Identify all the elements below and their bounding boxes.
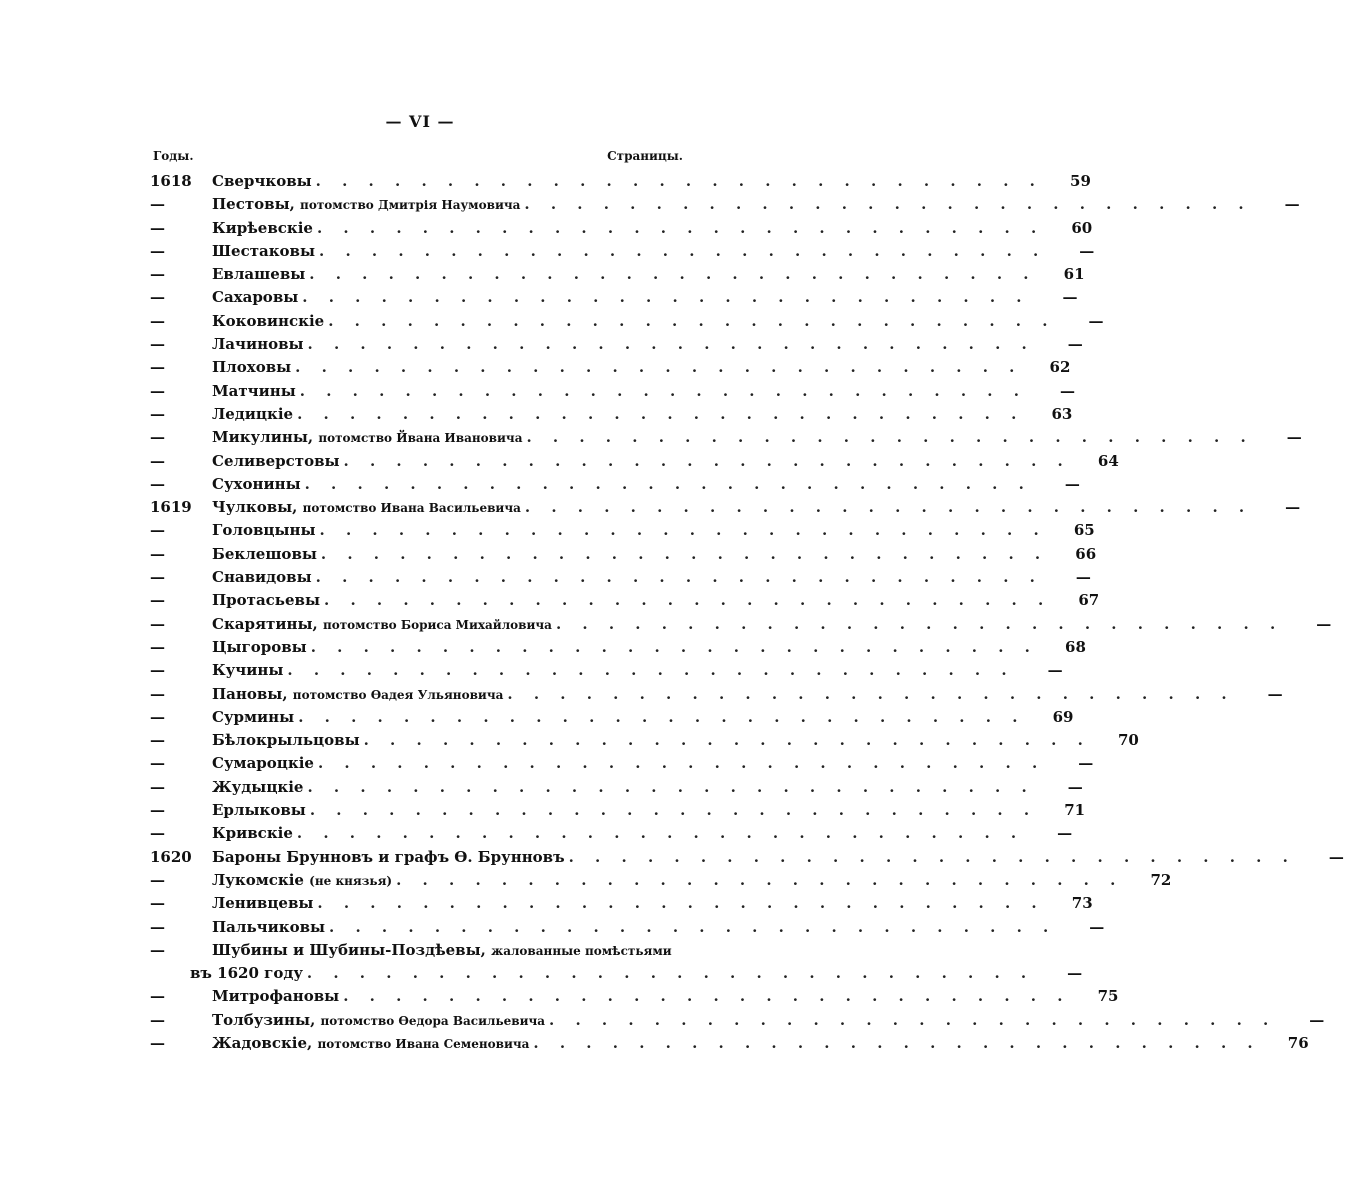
entry-name [212,545,317,563]
entry-name [212,941,672,959]
toc-entry [150,474,1080,498]
entry-year: — [150,614,165,633]
dot-leader: . . . . . . . . . . . . . . . . . . . . . . . . . . . . [287,661,1015,680]
table-of-contents [150,172,1344,1057]
toc-entry [150,358,1071,381]
entry-page: 75 [1097,987,1119,1006]
toc-entry [150,661,1063,684]
dot-leader: . . . . . . . . . . . . . . . . . . . . . . . . . . . . [297,404,1025,423]
entry-name-main: Лукомскіе [212,870,310,889]
entry-name [212,1011,545,1029]
dot-leader: . . . . . . . . . . . . . . . . . . . . . . . . . . . . [306,964,1035,983]
entry-name-main: Митрофановы [212,987,340,1006]
entry-name-main: Бароны Брунновъ и графъ Ѳ. Брунновъ [212,847,565,866]
entry-name-main: Шестаковы [212,241,316,260]
entry-name-detail: потомство Ивана Васильевича [302,501,521,516]
entry-name-main: Кирѣевскіе [212,218,313,237]
entry-name-main: Матчины [212,381,296,400]
entry-year: — [150,707,165,726]
entry-name-detail: жалованные помѣстьями [491,943,672,958]
entry-name [212,731,360,749]
toc-entry [150,381,1075,405]
entry-page: 69 [1052,707,1074,726]
toc-entry [150,614,1332,638]
dot-leader: . . . . . . . . . . . . . . . . . . . . . . . . . . . . [319,241,1047,260]
entry-name [212,172,312,190]
toc-entry [150,987,1119,1010]
entry-year: 1619 [150,498,192,517]
dot-leader: . . . . . . . . . . . . . . . . . . . . . . . . . . . . [307,777,1035,796]
entry-year: — [150,474,165,493]
entry-name [212,685,503,703]
dot-leader: . . . . . . . . . . . . . . . . . . . . . . . . . . . . [309,265,1037,284]
entry-name [212,801,306,819]
entry-name [212,894,313,912]
entry-name [212,312,324,330]
toc-entry [150,964,1083,987]
dot-leader: . . . . . . . . . . . . . . . . . . . . . . . . . . . . [302,288,1030,307]
entry-name [212,428,522,446]
entry-name-main: Евлашевы [212,265,306,284]
entry-name [212,242,315,260]
toc-entry [150,404,1073,428]
entry-page: — [1285,498,1301,517]
entry-name-main: Цыгоровы [212,637,307,656]
dot-leader: . . . . . . . . . . . . . . . . . . . . . . . . . . . . [304,474,1032,493]
entry-year: — [150,358,165,377]
entry-name-main: Микулины, [212,428,319,447]
toc-entry [150,684,1283,708]
entry-year: — [150,288,165,307]
entry-name [212,265,305,283]
toc-entry [150,870,1172,894]
entry-name [212,335,304,353]
toc-entry [150,847,1344,871]
entry-year: — [150,591,165,610]
entry-name-main: Кучины [212,661,284,680]
entry-year: — [150,265,165,284]
entry-name-main: Пановы, [212,684,293,703]
entry-name-main: Коковинскіе [212,311,325,330]
entry-name [212,591,320,609]
toc-entry [150,288,1078,311]
toc-entry [150,218,1093,242]
toc-entry [150,544,1097,568]
entry-page: — [1067,335,1083,354]
entry-page: — [1267,684,1283,703]
entry-year: — [150,801,165,820]
entry-page: 61 [1063,265,1085,284]
entry-name [212,358,291,376]
dot-leader: . . . . . . . . . . . . . . . . . . . . . . . . . . . . [317,894,1045,913]
entry-name [212,195,520,213]
entry-page: 65 [1073,521,1095,540]
entry-name-main: Жудыцкіе [212,777,304,796]
entry-name [212,638,307,656]
entry-page: 76 [1287,1033,1309,1052]
entry-page: — [1057,824,1073,843]
toc-entry [150,707,1074,731]
toc-entry [150,1033,1309,1057]
dot-leader: . . . . . . . . . . . . . . . . . . . . . . . . . . . . [524,498,1253,517]
dot-leader: . . . . . . . . . . . . . . . . . . . . . . . . . . . . [396,870,1124,889]
toc-entry [150,195,1300,218]
entry-page: — [1059,381,1075,400]
entry-name-detail: (не князья) [309,873,393,888]
entry-page: 68 [1065,637,1086,656]
entry-name-main: Сухонины [212,474,301,493]
toc-entry [150,521,1095,544]
page-folio: — VI — [385,112,455,131]
entry-name-main: Скарятины, [212,614,323,633]
entry-name [212,498,521,516]
dot-leader: . . . . . . . . . . . . . . . . . . . . . . . . . . . . [299,381,1027,400]
entry-year: — [150,684,165,703]
entry-name [212,405,293,423]
dot-leader: . . . . . . . . . . . . . . . . . . . . . . . . . . . . [309,801,1038,820]
entry-name-main: Жадовскіе, [212,1033,318,1052]
entry-name-main: Головцыны [212,521,316,540]
dot-leader: . . . . . . . . . . . . . . . . . . . . . . . . . . . . [307,335,1035,354]
toc-entry [150,568,1091,591]
dot-leader: . . . . . . . . . . . . . . . . . . . . . . . . . . . . [296,824,1025,843]
entry-year: — [150,1010,165,1029]
entry-name-main: Чулковы, [212,498,303,517]
entry-page: 71 [1064,801,1086,820]
entry-year: — [150,1033,165,1052]
toc-entry [150,824,1073,847]
entry-year: — [150,381,165,400]
entry-name-main: Шубины и Шубины-Поздѣевы, [212,940,492,959]
toc-entry [150,731,1139,754]
entry-year: — [150,870,165,889]
dot-leader: . . . . . . . . . . . . . . . . . . . . . . . . . . . . [568,847,1296,866]
entry-year: — [150,544,165,563]
dot-leader: . . . . . . . . . . . . . . . . . . . . . . . . . . . . [555,614,1284,633]
header-years: Годы. [153,149,194,163]
entry-page: — [1088,311,1104,330]
dot-leader: . . . . . . . . . . . . . . . . . . . . . . . . . . . . [315,568,1043,587]
entry-page: 73 [1071,894,1093,913]
entry-name-main: Ленивцевы [212,894,314,913]
entry-page: 59 [1070,172,1091,190]
entry-page: — [1067,964,1083,983]
entry-name-main: Сурмины [212,707,295,726]
entry-name [212,778,303,796]
toc-entry [150,591,1100,614]
entry-name-main: Бѣлокрыльцовы [212,731,360,750]
entry-year: — [150,940,165,959]
dot-leader: . . . . . . . . . . . . . . . . . . . . . . . . . . . . [298,707,1026,726]
entry-name [212,382,296,400]
dot-leader: . . . . . . . . . . . . . . . . . . . . . . . . . . . . [317,754,1046,773]
entry-year: — [150,731,165,750]
entry-name [212,871,392,889]
entry-name-detail: потомство Ѳадея Ульяновича [292,687,504,702]
toc-entry [150,172,1091,195]
entry-name-main: Ерлыковы [212,801,306,820]
toc-entry [150,941,685,964]
dot-leader: . . . . . . . . . . . . . . . . . . . . . . . . . . . . [507,684,1235,703]
entry-page: 62 [1049,358,1071,377]
entry-name-main: Селиверстовы [212,451,340,470]
dot-leader: . . . . . . . . . . . . . . . . . . . . . . . . . . . . [310,637,1038,656]
entry-name [212,1034,529,1052]
entry-page: — [1309,1010,1325,1029]
entry-year: — [150,428,165,447]
entry-name [212,475,301,493]
entry-page: 70 [1117,731,1139,750]
dot-leader: . . . . . . . . . . . . . . . . . . . . . . . . . . . . [363,731,1091,750]
toc-entry [150,498,1301,521]
toc-entry [150,801,1086,824]
toc-entry [150,428,1302,451]
entry-name [212,568,312,586]
entry-name-main: Толбузины, [212,1010,321,1029]
entry-year: 1620 [150,847,192,866]
entry-page: 67 [1078,591,1100,610]
entry-name-main: Пальчиковы [212,917,326,936]
entry-name [212,754,314,772]
toc-entry [150,777,1083,801]
entry-name-main: Сверчковы [212,172,312,190]
entry-name-main: Беклешовы [212,544,317,563]
dot-leader: . . . . . . . . . . . . . . . . . . . . . . . . . . . . [316,218,1045,237]
entry-name-detail: потомство Ивана Семеновича [317,1036,530,1051]
entry-year: — [150,568,165,587]
dot-leader: . . . . . . . . . . . . . . . . . . . . . . . . . . . . [320,544,1049,563]
entry-year: — [150,637,165,656]
entry-page: — [1078,754,1094,773]
entry-name-main: Пестовы, [212,195,301,214]
toc-entry [150,265,1085,288]
entry-name-main: Плоховы [212,358,292,377]
entry-name-detail: потомство Бориса Михайловича [322,617,552,632]
entry-name [212,219,313,237]
entry-page: — [1286,428,1302,447]
entry-name [212,824,293,842]
entry-name [190,964,303,982]
entry-year: — [150,917,165,936]
entry-name-main: Протасьевы [212,591,320,610]
entry-page: — [1067,777,1083,796]
entry-name-main: Сахаровы [212,288,299,307]
entry-page: — [1316,614,1332,633]
entry-name [212,615,552,633]
dot-leader: . . . . . . . . . . . . . . . . . . . . . . . . . . . . [343,451,1071,470]
entry-page: 63 [1051,404,1073,423]
entry-year: — [150,218,165,237]
toc-entry [150,637,1086,661]
entry-name-main: Кривскіе [212,824,293,843]
entry-page: 72 [1150,870,1172,889]
toc-entry [150,894,1093,917]
toc-entry [150,754,1094,777]
entry-page: 64 [1097,451,1119,470]
dot-leader: . . . . . . . . . . . . . . . . . . . . . . . . . . . . [524,195,1252,214]
entry-year: — [150,987,165,1006]
entry-name-main: Ледицкіе [212,404,294,423]
entry-name-main: въ 1620 году [190,964,303,983]
entry-year: 1618 [150,172,192,190]
entry-year: — [150,777,165,796]
dot-leader: . . . . . . . . . . . . . . . . . . . . . . . . . . . . [319,521,1047,540]
entry-name-detail: потомство Ѳедора Васильевича [320,1013,546,1028]
entry-name-detail: потомство Дмитрія Наумовича [300,198,521,213]
entry-page: — [1047,661,1063,680]
toc-entry [150,1010,1325,1034]
entry-page: 66 [1075,544,1097,563]
entry-name-main: Снавидовы [212,568,312,587]
dot-leader: . . . . . . . . . . . . . . . . . . . . . . . . . . . . [324,591,1052,610]
entry-year: — [150,404,165,423]
entry-page: — [1062,288,1078,307]
entry-name [212,661,283,679]
entry-name-main: Сумароцкіе [212,754,314,773]
entry-name [212,521,316,539]
entry-year: — [150,754,165,773]
dot-leader: . . . . . . . . . . . . . . . . . . . . . . . . . . . . [315,172,1043,190]
dot-leader: . . . . . . . . . . . . . . . . . . . . . . . . . . . . [328,311,1056,330]
entry-name-detail: потомство Йвана Ивановича [318,431,523,446]
dot-leader: . . . . . . . . . . . . . . . . . . . . . . . . . . . . [533,1033,1261,1052]
entry-page: 60 [1071,218,1093,237]
dot-leader: . . . . . . . . . . . . . . . . . . . . . . . . . . . . [343,987,1071,1006]
entry-year: — [150,451,165,470]
entry-year: — [150,335,165,354]
entry-name [212,288,298,306]
toc-entry [150,451,1119,475]
toc-entry [150,917,1105,941]
entry-year: — [150,894,165,913]
dot-leader: . . . . . . . . . . . . . . . . . . . . . . . . . . . . [549,1010,1277,1029]
entry-name [212,987,339,1005]
entry-page: — [1064,474,1080,493]
dot-leader: . . . . . . . . . . . . . . . . . . . . . . . . . . . . [526,428,1254,447]
entry-name [212,708,294,726]
dot-leader: . . . . . . . . . . . . . . . . . . . . . . . . . . . . [329,917,1057,936]
entry-name [212,848,565,866]
toc-entry [150,311,1104,335]
entry-name [212,918,325,936]
header-pages: Страницы. [607,149,683,163]
entry-year: — [150,241,165,260]
entry-page: — [1089,917,1105,936]
entry-page: — [1328,847,1344,866]
entry-year: — [150,521,165,540]
entry-year: — [150,824,165,843]
entry-page: — [1079,241,1095,260]
entry-year: — [150,311,165,330]
entry-page: — [1075,568,1091,587]
entry-name-main: Лачиновы [212,335,304,354]
entry-year: — [150,195,165,214]
entry-page: — [1284,195,1300,214]
toc-entry [150,335,1083,358]
toc-entry [150,241,1095,265]
entry-year: — [150,661,165,680]
entry-name [212,452,340,470]
dot-leader: . . . . . . . . . . . . . . . . . . . . . . . . . . . . [295,358,1023,377]
